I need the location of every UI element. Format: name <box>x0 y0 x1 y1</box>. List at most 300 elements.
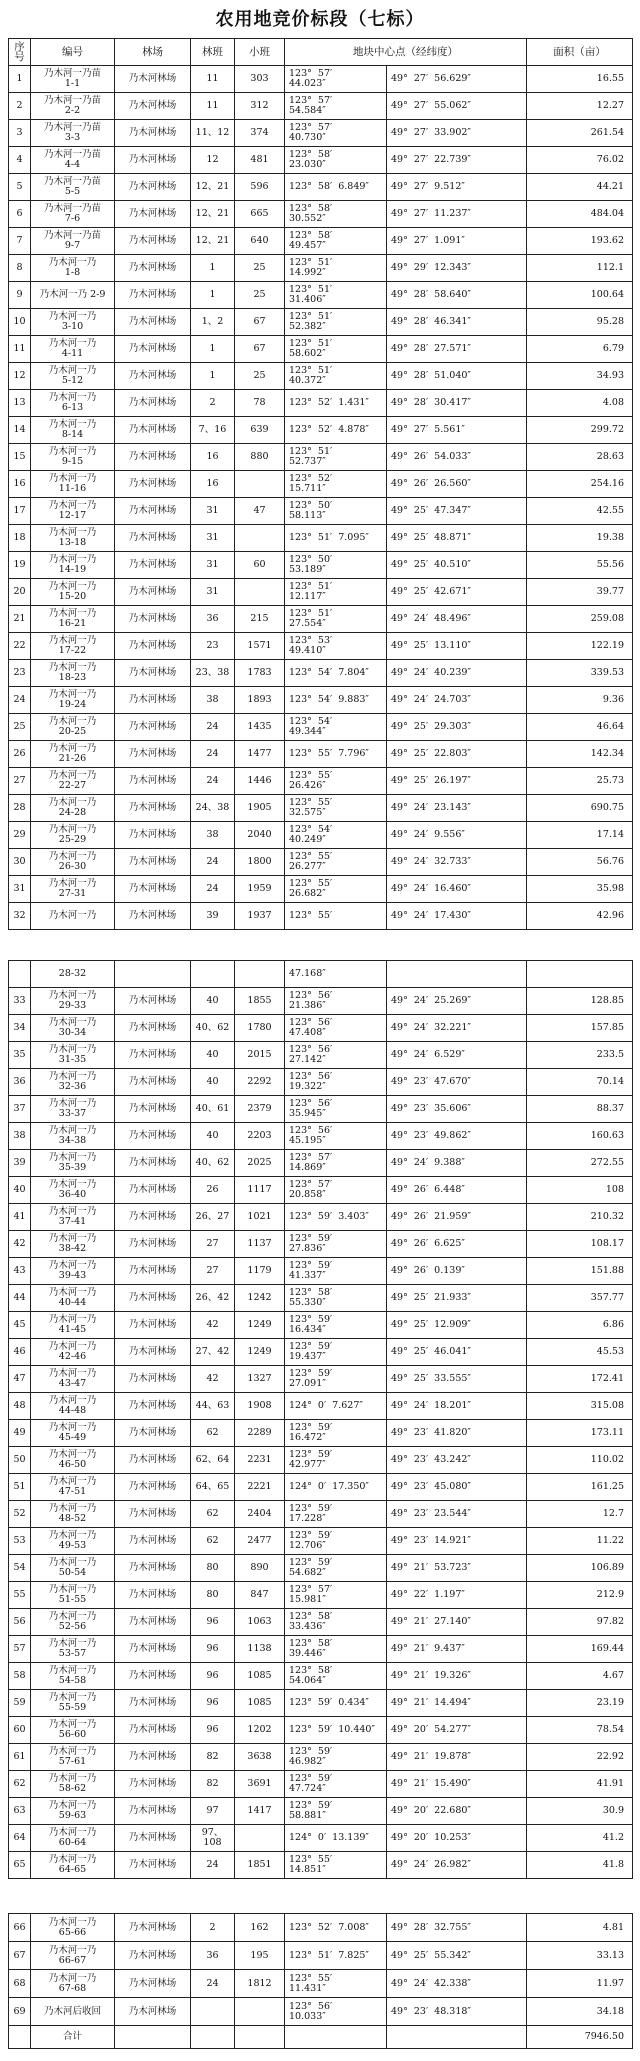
cell-lin-ban: 64、65 <box>191 1474 235 1501</box>
cell-code: 乃木河一乃 66-67 <box>31 1942 115 1970</box>
cell-farm: 乃木河林场 <box>115 1285 191 1312</box>
cell-lin-ban: 96 <box>191 1690 235 1717</box>
cell-longitude: 123° 53′ 49.410″ <box>285 633 387 660</box>
cell-seq: 1 <box>9 66 31 93</box>
cell-seq: 44 <box>9 1285 31 1312</box>
cell-xiao-ban: 2040 <box>235 822 285 849</box>
cell-xiao-ban: 1571 <box>235 633 285 660</box>
cell-longitude: 123° 55′ 11.431″ <box>285 1970 387 1998</box>
table-row <box>9 444 633 471</box>
cell-farm: 乃木河林场 <box>115 1312 191 1339</box>
cell-area: 41.8 <box>527 1852 633 1879</box>
cell-area: 12.7 <box>527 1501 633 1528</box>
land-table-part-2 <box>8 960 633 1879</box>
cell-longitude: 123° 51′ 27.554″ <box>285 606 387 633</box>
cell-xiao-ban: 481 <box>235 147 285 174</box>
cell-area: 30.9 <box>527 1798 633 1825</box>
cell-xiao-ban: 2477 <box>235 1528 285 1555</box>
cell-seq: 9 <box>9 282 31 309</box>
cell-xiao-ban: 1249 <box>235 1312 285 1339</box>
cell-latitude: 49° 24′ 26.982″ <box>387 1852 527 1879</box>
cell-seq: 2 <box>9 93 31 120</box>
cell-xiao-ban: 1959 <box>235 876 285 903</box>
cell-farm: 乃木河林场 <box>115 876 191 903</box>
cell-xiao-ban: 1021 <box>235 1204 285 1231</box>
cell-longitude: 123° 59′ 41.337″ <box>285 1258 387 1285</box>
header-farm: 林场 <box>115 39 191 66</box>
cell-farm: 乃木河林场 <box>115 1771 191 1798</box>
cell-code: 乃木河一乃 1-8 <box>31 255 115 282</box>
cell-area: 25.73 <box>527 768 633 795</box>
cell-latitude: 49° 25′ 22.803″ <box>387 741 527 768</box>
cell-seq: 54 <box>9 1555 31 1582</box>
cell-latitude: 49° 24′ 32.221″ <box>387 1015 527 1042</box>
cell-code: 乃木河一乃苗 4-4 <box>31 147 115 174</box>
cell-seq: 62 <box>9 1771 31 1798</box>
cell-farm: 乃木河林场 <box>115 1970 191 1998</box>
cell-area: 690.75 <box>527 795 633 822</box>
cell-lin-ban: 97、 108 <box>191 1825 235 1852</box>
cell-area: 108 <box>527 1177 633 1204</box>
cell-code: 乃木河一乃 58-62 <box>31 1771 115 1798</box>
cell-seq: 51 <box>9 1474 31 1501</box>
cell-latitude: 49° 25′ 12.909″ <box>387 1312 527 1339</box>
cell-code: 乃木河一乃 4-11 <box>31 336 115 363</box>
cell-longitude: 123° 59′ 27.836″ <box>285 1231 387 1258</box>
cell-seq: 20 <box>9 579 31 606</box>
cell-longitude: 123° 55′ 26.682″ <box>285 876 387 903</box>
cell-farm: 乃木河林场 <box>115 1447 191 1474</box>
cell-seq: 50 <box>9 1447 31 1474</box>
cell-xiao-ban: 2015 <box>235 1042 285 1069</box>
header-center-point: 地块中心点（经纬度） <box>285 39 527 66</box>
cell-seq: 66 <box>9 1914 31 1942</box>
cell-lin-ban: 24 <box>191 1970 235 1998</box>
land-table-part-1 <box>8 38 633 930</box>
cell-seq: 63 <box>9 1798 31 1825</box>
table-row <box>9 768 633 795</box>
cell-code: 乃木河一乃 65-66 <box>31 1914 115 1942</box>
header-area: 面积（亩） <box>527 39 633 66</box>
cell-latitude: 49° 28′ 46.341″ <box>387 309 527 336</box>
cell-code: 乃木河后收回 <box>31 1998 115 2026</box>
cell-farm: 乃木河林场 <box>115 1501 191 1528</box>
cell-xiao-ban: 1327 <box>235 1366 285 1393</box>
cell-code: 乃木河一乃苗 9-7 <box>31 228 115 255</box>
cell-seq: 13 <box>9 390 31 417</box>
cell-code: 乃木河一乃 18-23 <box>31 660 115 687</box>
cell-farm: 乃木河林场 <box>115 552 191 579</box>
cell-farm: 乃木河林场 <box>115 363 191 390</box>
cell-area: 46.64 <box>527 714 633 741</box>
cell-xiao-ban: 67 <box>235 336 285 363</box>
table-row <box>9 120 633 147</box>
cell-seq: 31 <box>9 876 31 903</box>
cell-lin-ban: 24 <box>191 1852 235 1879</box>
cell-farm <box>115 961 191 988</box>
cell-farm: 乃木河林场 <box>115 849 191 876</box>
cell-area: 76.02 <box>527 147 633 174</box>
cell-farm: 乃木河林场 <box>115 579 191 606</box>
cell-area: 41.91 <box>527 1771 633 1798</box>
cell-area: 484.04 <box>527 201 633 228</box>
cell-longitude: 123° 52′ 7.008″ <box>285 1914 387 1942</box>
cell-seq: 18 <box>9 525 31 552</box>
cell-area: 122.19 <box>527 633 633 660</box>
cell-area: 172.41 <box>527 1366 633 1393</box>
cell-latitude: 49° 28′ 27.571″ <box>387 336 527 363</box>
table-row <box>9 1825 633 1852</box>
cell-code: 28-32 <box>31 961 115 988</box>
cell-lin-ban: 1 <box>191 282 235 309</box>
cell-latitude: 49° 21′ 14.494″ <box>387 1690 527 1717</box>
cell-longitude: 123° 58′ 55.330″ <box>285 1285 387 1312</box>
cell-code: 乃木河一乃 67-68 <box>31 1970 115 1998</box>
table-row <box>9 93 633 120</box>
table-row <box>9 1447 633 1474</box>
cell-farm: 乃木河林场 <box>115 1582 191 1609</box>
cell-latitude: 49° 20′ 10.253″ <box>387 1825 527 1852</box>
cell-longitude: 123° 55′ 7.796″ <box>285 741 387 768</box>
cell-latitude: 49° 27′ 11.237″ <box>387 201 527 228</box>
cell-lin-ban: 31 <box>191 498 235 525</box>
table-row <box>9 1555 633 1582</box>
cell-lin-ban: 31 <box>191 579 235 606</box>
cell-area: 39.77 <box>527 579 633 606</box>
cell-seq: 11 <box>9 336 31 363</box>
cell-latitude: 49° 21′ 19.326″ <box>387 1663 527 1690</box>
cell-farm: 乃木河林场 <box>115 1474 191 1501</box>
cell-farm: 乃木河林场 <box>115 1798 191 1825</box>
cell-code: 乃木河一乃 33-37 <box>31 1096 115 1123</box>
table-row <box>9 714 633 741</box>
cell-lin-ban: 80 <box>191 1555 235 1582</box>
cell-lin-ban <box>191 1998 235 2026</box>
cell-lin-ban: 97 <box>191 1798 235 1825</box>
cell-xiao-ban: 665 <box>235 201 285 228</box>
table-row <box>9 795 633 822</box>
cell-lin-ban: 24 <box>191 876 235 903</box>
cell-area <box>527 961 633 988</box>
table-row <box>9 633 633 660</box>
cell-lin-ban: 40 <box>191 988 235 1015</box>
cell-seq: 26 <box>9 741 31 768</box>
cell-area: 106.89 <box>527 1555 633 1582</box>
cell-farm: 乃木河林场 <box>115 1096 191 1123</box>
cell-longitude: 123° 59′ 54.682″ <box>285 1555 387 1582</box>
cell-code: 乃木河一乃苗 3-3 <box>31 120 115 147</box>
cell-code: 乃木河一乃 51-55 <box>31 1582 115 1609</box>
cell-code: 乃木河一乃 35-39 <box>31 1150 115 1177</box>
cell-seq: 38 <box>9 1123 31 1150</box>
cell-farm: 乃木河林场 <box>115 1420 191 1447</box>
cell-area: 4.67 <box>527 1663 633 1690</box>
cell-longitude: 123° 56′ 21.386″ <box>285 988 387 1015</box>
cell-area: 42.96 <box>527 903 633 930</box>
cell-code: 乃木河一乃 25-29 <box>31 822 115 849</box>
cell-code: 乃木河一乃 59-63 <box>31 1798 115 1825</box>
cell-longitude: 123° 58′ 39.446″ <box>285 1636 387 1663</box>
cell-longitude: 123° 59′ 12.706″ <box>285 1528 387 1555</box>
cell-lin-ban: 38 <box>191 822 235 849</box>
cell-xiao-ban: 1800 <box>235 849 285 876</box>
cell-lin-ban: 40 <box>191 1042 235 1069</box>
cell-xiao-ban <box>235 1825 285 1852</box>
cell-area: 272.55 <box>527 1150 633 1177</box>
cell-xiao-ban: 215 <box>235 606 285 633</box>
cell-code: 乃木河一乃 48-52 <box>31 1501 115 1528</box>
table-row <box>9 1970 633 1998</box>
cell-xiao-ban: 3638 <box>235 1744 285 1771</box>
cell-xiao-ban: 596 <box>235 174 285 201</box>
cell-latitude: 49° 25′ 33.555″ <box>387 1366 527 1393</box>
cell-area: 28.63 <box>527 444 633 471</box>
cell-longitude: 123° 52′ 1.431″ <box>285 390 387 417</box>
cell-xiao-ban: 3691 <box>235 1771 285 1798</box>
cell-code: 乃木河一乃 11-16 <box>31 471 115 498</box>
cell-lin-ban: 39 <box>191 903 235 930</box>
cell-area: 34.18 <box>527 1998 633 2026</box>
cell-lin-ban: 1、2 <box>191 309 235 336</box>
cell-latitude: 49° 28′ 30.417″ <box>387 390 527 417</box>
cell-area: 108.17 <box>527 1231 633 1258</box>
cell-seq: 39 <box>9 1150 31 1177</box>
table-row <box>9 741 633 768</box>
cell-longitude: 123° 56′ 45.195″ <box>285 1123 387 1150</box>
cell-xiao-ban: 25 <box>235 282 285 309</box>
cell-farm: 乃木河林场 <box>115 1258 191 1285</box>
cell-lin-ban: 96 <box>191 1717 235 1744</box>
cell-seq: 3 <box>9 120 31 147</box>
cell-area: 97.82 <box>527 1609 633 1636</box>
cell-latitude: 49° 24′ 32.733″ <box>387 849 527 876</box>
table-row <box>9 1123 633 1150</box>
cell-code: 乃木河一乃 24-28 <box>31 795 115 822</box>
cell-longitude: 123° 59′ 16.472″ <box>285 1420 387 1447</box>
cell-lin-ban: 11、12 <box>191 120 235 147</box>
table-row <box>9 1798 633 1825</box>
cell-lin-ban: 12、21 <box>191 174 235 201</box>
cell-code: 乃木河一乃 30-34 <box>31 1015 115 1042</box>
cell-lin-ban: 7、16 <box>191 417 235 444</box>
cell-longitude: 123° 58′ 6.849″ <box>285 174 387 201</box>
cell-seq: 45 <box>9 1312 31 1339</box>
table-row <box>9 390 633 417</box>
cell-latitude: 49° 23′ 41.820″ <box>387 1420 527 1447</box>
cell-lin-ban: 62 <box>191 1420 235 1447</box>
cell-area: 9.36 <box>527 687 633 714</box>
cell-lin-ban: 44、63 <box>191 1393 235 1420</box>
cell-farm: 乃木河林场 <box>115 660 191 687</box>
cell-lin-ban: 31 <box>191 525 235 552</box>
cell-longitude: 123° 54′ 7.804″ <box>285 660 387 687</box>
cell-xiao-ban <box>235 525 285 552</box>
cell-farm: 乃木河林场 <box>115 390 191 417</box>
cell-latitude: 49° 26′ 0.139″ <box>387 1258 527 1285</box>
cell-xiao-ban: 1117 <box>235 1177 285 1204</box>
cell-area: 161.25 <box>527 1474 633 1501</box>
table-row <box>9 1771 633 1798</box>
cell-seq: 53 <box>9 1528 31 1555</box>
table-row <box>9 1914 633 1942</box>
cell-seq: 28 <box>9 795 31 822</box>
cell-longitude: 123° 58′ 23.030″ <box>285 147 387 174</box>
cell-lin-ban: 23、38 <box>191 660 235 687</box>
cell-code: 乃木河一乃苗 5-5 <box>31 174 115 201</box>
cell-farm: 乃木河林场 <box>115 66 191 93</box>
cell-code: 乃木河一乃 54-58 <box>31 1663 115 1690</box>
document-title: 农用地竞价标段（七标） <box>215 9 425 30</box>
total-area: 7946.50 <box>527 2026 633 2049</box>
cell-latitude: 49° 28′ 51.040″ <box>387 363 527 390</box>
table-row <box>9 1690 633 1717</box>
table-row <box>9 1204 633 1231</box>
cell-code: 乃木河一乃 <box>31 903 115 930</box>
cell-seq: 49 <box>9 1420 31 1447</box>
cell-farm: 乃木河林场 <box>115 1663 191 1690</box>
cell-lin-ban: 36 <box>191 606 235 633</box>
header-xiao-ban: 小班 <box>235 39 285 66</box>
cell-seq: 52 <box>9 1501 31 1528</box>
cell-seq: 68 <box>9 1970 31 1998</box>
cell-longitude: 123° 59′ 19.437″ <box>285 1339 387 1366</box>
cell-xiao-ban: 2203 <box>235 1123 285 1150</box>
cell-latitude: 49° 21′ 27.140″ <box>387 1609 527 1636</box>
cell-area: 34.93 <box>527 363 633 390</box>
cell-farm: 乃木河林场 <box>115 1744 191 1771</box>
cell-seq: 60 <box>9 1717 31 1744</box>
cell-code: 乃木河一乃 56-60 <box>31 1717 115 1744</box>
cell-farm: 乃木河林场 <box>115 1852 191 1879</box>
table-row <box>9 1609 633 1636</box>
cell-lin-ban: 62、64 <box>191 1447 235 1474</box>
cell-area: 22.92 <box>527 1744 633 1771</box>
cell-latitude: 49° 23′ 45.080″ <box>387 1474 527 1501</box>
table-row <box>9 282 633 309</box>
cell-latitude: 49° 27′ 1.091″ <box>387 228 527 255</box>
cell-latitude: 49° 25′ 46.041″ <box>387 1339 527 1366</box>
cell-xiao-ban: 195 <box>235 1942 285 1970</box>
cell-xiao-ban: 639 <box>235 417 285 444</box>
cell-area: 6.86 <box>527 1312 633 1339</box>
cell-farm: 乃木河林场 <box>115 1231 191 1258</box>
cell-seq: 42 <box>9 1231 31 1258</box>
cell-code: 乃木河一乃 6-13 <box>31 390 115 417</box>
cell-code: 乃木河一乃 50-54 <box>31 1555 115 1582</box>
cell-lin-ban: 96 <box>191 1636 235 1663</box>
table-row <box>9 822 633 849</box>
cell-farm: 乃木河林场 <box>115 1914 191 1942</box>
cell-lin-ban: 82 <box>191 1744 235 1771</box>
cell-longitude: 123° 52′ 4.878″ <box>285 417 387 444</box>
cell-latitude: 49° 24′ 16.460″ <box>387 876 527 903</box>
cell-longitude: 124° 0′ 7.627″ <box>285 1393 387 1420</box>
cell-longitude: 124° 0′ 13.139″ <box>285 1825 387 1852</box>
cell-latitude: 49° 25′ 13.110″ <box>387 633 527 660</box>
cell-longitude: 123° 57′ 20.858″ <box>285 1177 387 1204</box>
cell-lin-ban: 16 <box>191 471 235 498</box>
cell-xiao-ban: 312 <box>235 93 285 120</box>
table-row <box>9 174 633 201</box>
cell-area: 128.85 <box>527 988 633 1015</box>
cell-longitude: 123° 51′ 7.825″ <box>285 1942 387 1970</box>
cell-xiao-ban: 303 <box>235 66 285 93</box>
cell-xiao-ban: 1937 <box>235 903 285 930</box>
cell-code: 乃木河一乃 27-31 <box>31 876 115 903</box>
cell-seq: 7 <box>9 228 31 255</box>
cell-code: 乃木河一乃 47-51 <box>31 1474 115 1501</box>
table-row <box>9 1312 633 1339</box>
cell-lin-ban: 40、62 <box>191 1150 235 1177</box>
cell-xiao-ban: 640 <box>235 228 285 255</box>
cell-area: 17.14 <box>527 822 633 849</box>
table-row <box>9 1636 633 1663</box>
header-code: 编号 <box>31 39 115 66</box>
cell-latitude: 49° 27′ 33.902″ <box>387 120 527 147</box>
cell-area: 41.2 <box>527 1825 633 1852</box>
cell-xiao-ban: 78 <box>235 390 285 417</box>
cell-farm: 乃木河林场 <box>115 309 191 336</box>
cell-area: 339.53 <box>527 660 633 687</box>
cell-code: 乃木河一乃 45-49 <box>31 1420 115 1447</box>
cell-xiao-ban: 1138 <box>235 1636 285 1663</box>
cell-xiao-ban: 1063 <box>235 1609 285 1636</box>
cell-longitude: 123° 52′ 15.711″ <box>285 471 387 498</box>
cell-area: 4.81 <box>527 1914 633 1942</box>
cell-code: 乃木河一乃 13-18 <box>31 525 115 552</box>
cell-xiao-ban: 2231 <box>235 1447 285 1474</box>
table-row <box>9 1582 633 1609</box>
cell-latitude: 49° 26′ 6.625″ <box>387 1231 527 1258</box>
cell-code: 乃木河一乃 9-15 <box>31 444 115 471</box>
cell-area: 44.21 <box>527 174 633 201</box>
cell-lin-ban: 26 <box>191 1177 235 1204</box>
cell-longitude: 123° 59′ 16.434″ <box>285 1312 387 1339</box>
cell-lin-ban: 1 <box>191 336 235 363</box>
total-label: 合计 <box>31 2026 115 2049</box>
cell-farm: 乃木河林场 <box>115 1069 191 1096</box>
cell-longitude: 123° 57′ 40.730″ <box>285 120 387 147</box>
cell-lin-ban: 40、62 <box>191 1015 235 1042</box>
cell-longitude: 123° 50′ 53.189″ <box>285 552 387 579</box>
cell-seq: 65 <box>9 1852 31 1879</box>
cell-farm: 乃木河林场 <box>115 444 191 471</box>
cell-latitude: 49° 23′ 48.318″ <box>387 1998 527 2026</box>
cell-seq: 23 <box>9 660 31 687</box>
cell-xiao-ban: 2025 <box>235 1150 285 1177</box>
cell-latitude: 49° 24′ 17.430″ <box>387 903 527 930</box>
cell-code: 乃木河一乃 43-47 <box>31 1366 115 1393</box>
cell-xiao-ban: 25 <box>235 255 285 282</box>
cell-latitude: 49° 21′ 9.437″ <box>387 1636 527 1663</box>
cell-seq: 30 <box>9 849 31 876</box>
cell-area: 157.85 <box>527 1015 633 1042</box>
cell-farm: 乃木河林场 <box>115 1942 191 1970</box>
cell-seq: 55 <box>9 1582 31 1609</box>
cell-seq: 27 <box>9 768 31 795</box>
cell-seq: 4 <box>9 147 31 174</box>
cell-farm: 乃木河林场 <box>115 1015 191 1042</box>
cell-area: 210.32 <box>527 1204 633 1231</box>
table-row <box>9 471 633 498</box>
cell-lin-ban: 62 <box>191 1501 235 1528</box>
cell-code: 乃木河一乃 3-10 <box>31 309 115 336</box>
cell-latitude: 49° 24′ 23.143″ <box>387 795 527 822</box>
cell-area: 45.53 <box>527 1339 633 1366</box>
cell-area: 16.55 <box>527 66 633 93</box>
cell-lin-ban: 11 <box>191 66 235 93</box>
cell-area: 110.02 <box>527 1447 633 1474</box>
